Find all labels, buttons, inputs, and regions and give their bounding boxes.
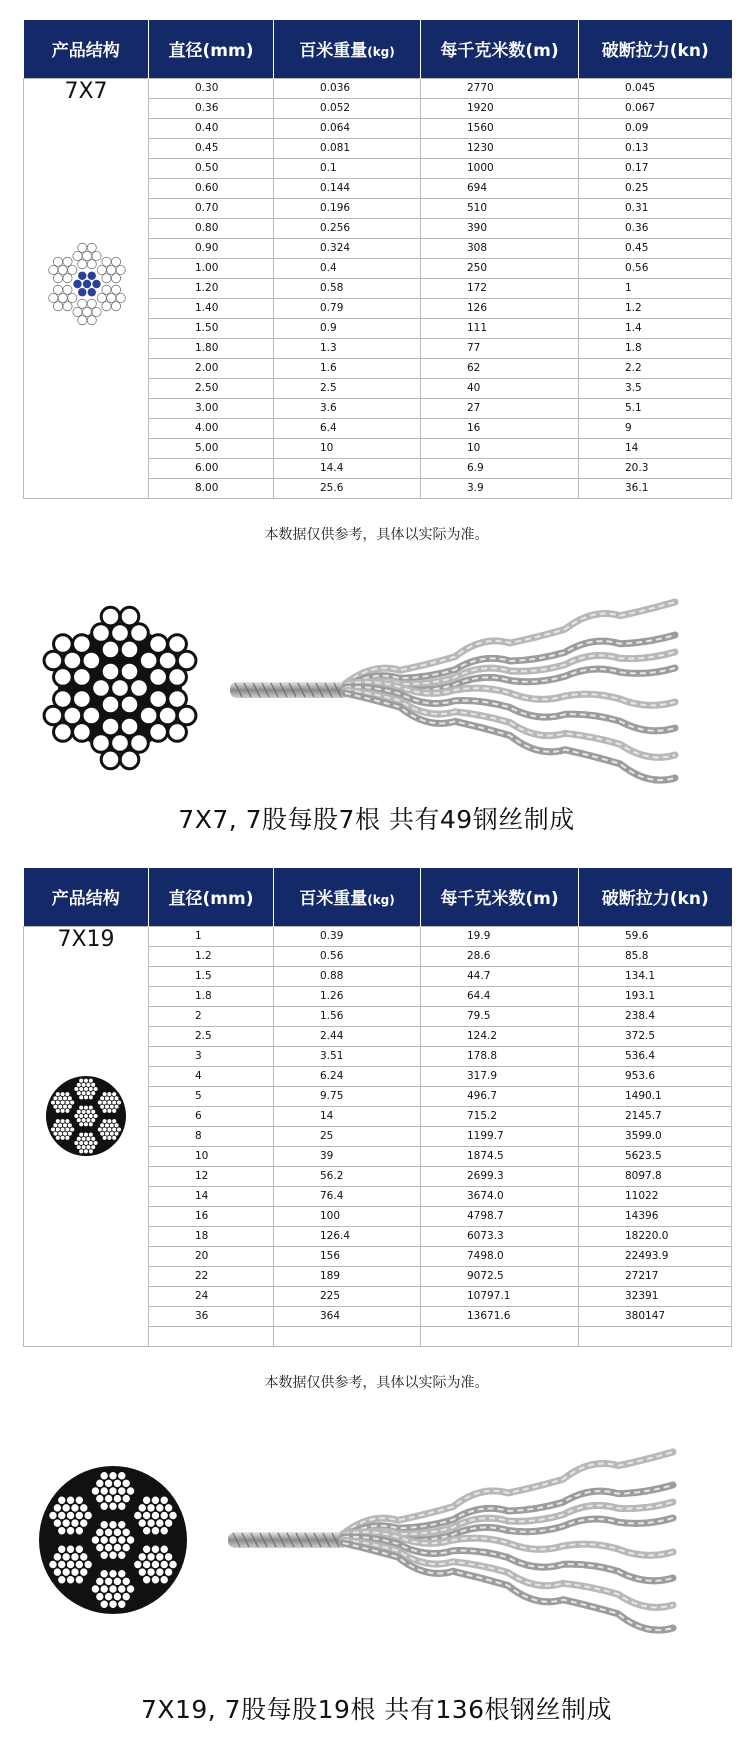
spec-table-7x19 xyxy=(23,868,732,1347)
cell-diameter: 0.36 xyxy=(149,98,274,118)
cell-weight: 225 xyxy=(274,1286,421,1306)
cell-weight: 0.58 xyxy=(274,278,421,298)
cell-weight: 0.1 xyxy=(274,158,421,178)
cell-length: 1874.5 xyxy=(421,1146,579,1166)
cell-length: 1560 xyxy=(421,118,579,138)
cell-breaking: 0.45 xyxy=(579,238,732,258)
header-weight-label: 百米重量 xyxy=(299,41,368,62)
header-weight-label: 百米重量 xyxy=(299,889,368,910)
cell-weight: 0.88 xyxy=(274,966,421,986)
cell-diameter: 0.80 xyxy=(149,218,274,238)
cell-diameter: 14 xyxy=(149,1186,274,1206)
cell-weight: 1.26 xyxy=(274,986,421,1006)
cell-diameter: 0.45 xyxy=(149,138,274,158)
cell-weight: 6.24 xyxy=(274,1066,421,1086)
header-structure: 产品结构 xyxy=(24,20,149,78)
cell-diameter: 6.00 xyxy=(149,458,274,478)
cell-breaking: 18220.0 xyxy=(579,1226,732,1246)
cell-breaking: 5.1 xyxy=(579,398,732,418)
cell-breaking: 1.8 xyxy=(579,338,732,358)
cell-length: 16 xyxy=(421,418,579,438)
cell-length: 4798.7 xyxy=(421,1206,579,1226)
cell-length: 124.2 xyxy=(421,1026,579,1046)
cell-diameter: 1 xyxy=(149,926,274,946)
cell-diameter xyxy=(149,1326,274,1346)
cell-length: 19.9 xyxy=(421,926,579,946)
cell-diameter: 0.90 xyxy=(149,238,274,258)
cell-breaking: 1490.1 xyxy=(579,1086,732,1106)
cell-breaking: 0.045 xyxy=(579,78,732,98)
structure-caption: 7X7, 7股每股7根 共有49钢丝制成 xyxy=(178,805,575,834)
cell-diameter: 12 xyxy=(149,1166,274,1186)
structure-cell xyxy=(24,926,149,1346)
cell-length: 3.9 xyxy=(421,478,579,498)
cell-breaking: 193.1 xyxy=(579,986,732,1006)
cell-breaking: 14396 xyxy=(579,1206,732,1226)
header-diameter: 直径(mm) xyxy=(149,20,274,78)
cell-diameter: 20 xyxy=(149,1246,274,1266)
disclaimer-note: 本数据仅供参考，具体以实际为准。 xyxy=(264,527,489,543)
table-header-row xyxy=(24,868,732,926)
header-length: 每千克米数(m) xyxy=(421,868,579,926)
cell-breaking: 22493.9 xyxy=(579,1246,732,1266)
cell-weight: 3.51 xyxy=(274,1046,421,1066)
cell-diameter: 4.00 xyxy=(149,418,274,438)
cell-diameter: 0.60 xyxy=(149,178,274,198)
cell-diameter: 36 xyxy=(149,1306,274,1326)
cell-length: 6.9 xyxy=(421,458,579,478)
cell-breaking: 59.6 xyxy=(579,926,732,946)
cell-diameter: 5 xyxy=(149,1086,274,1106)
cell-diameter: 0.70 xyxy=(149,198,274,218)
cell-length: 27 xyxy=(421,398,579,418)
unraveled-rope-image xyxy=(225,590,685,790)
structure-name: 7X7 xyxy=(64,78,108,104)
cell-weight: 0.036 xyxy=(274,78,421,98)
cell-breaking: 5623.5 xyxy=(579,1146,732,1166)
cell-diameter: 1.50 xyxy=(149,318,274,338)
cell-length: 1199.7 xyxy=(421,1126,579,1146)
cell-breaking: 85.8 xyxy=(579,946,732,966)
cell-breaking: 380147 xyxy=(579,1306,732,1326)
cell-breaking: 36.1 xyxy=(579,478,732,498)
cell-diameter: 4 xyxy=(149,1066,274,1086)
cell-length: 79.5 xyxy=(421,1006,579,1026)
cell-length: 111 xyxy=(421,318,579,338)
cell-diameter: 3 xyxy=(149,1046,274,1066)
cell-weight: 0.79 xyxy=(274,298,421,318)
cell-length: 3674.0 xyxy=(421,1186,579,1206)
cell-length: 28.6 xyxy=(421,946,579,966)
cell-breaking: 11022 xyxy=(579,1186,732,1206)
cell-breaking: 20.3 xyxy=(579,458,732,478)
header-breaking: 破断拉力(kn) xyxy=(579,20,732,78)
rope-cross-section-7x19-image xyxy=(28,1455,198,1625)
cell-length: 178.8 xyxy=(421,1046,579,1066)
cell-length: 126 xyxy=(421,298,579,318)
table-row xyxy=(24,926,732,946)
cell-length: 2770 xyxy=(421,78,579,98)
cell-length: 44.7 xyxy=(421,966,579,986)
cell-breaking: 536.4 xyxy=(579,1046,732,1066)
cell-length: 694 xyxy=(421,178,579,198)
cell-breaking: 372.5 xyxy=(579,1026,732,1046)
rope-7x19-icon xyxy=(39,1069,133,1163)
cell-diameter: 2.00 xyxy=(149,358,274,378)
cell-length: 2699.3 xyxy=(421,1166,579,1186)
cell-diameter: 0.50 xyxy=(149,158,274,178)
cell-breaking: 2.2 xyxy=(579,358,732,378)
cell-diameter: 8.00 xyxy=(149,478,274,498)
cell-weight: 6.4 xyxy=(274,418,421,438)
cell-weight: 1.3 xyxy=(274,338,421,358)
cell-diameter: 3.00 xyxy=(149,398,274,418)
header-weight-unit: (kg) xyxy=(367,893,395,908)
cell-breaking: 1.2 xyxy=(579,298,732,318)
cell-diameter: 24 xyxy=(149,1286,274,1306)
cell-length: 9072.5 xyxy=(421,1266,579,1286)
cell-length: 1000 xyxy=(421,158,579,178)
header-weight-unit: (kg) xyxy=(367,45,395,60)
cell-breaking: 238.4 xyxy=(579,1006,732,1026)
cell-weight: 0.256 xyxy=(274,218,421,238)
cell-breaking: 0.09 xyxy=(579,118,732,138)
cell-diameter: 1.5 xyxy=(149,966,274,986)
structure-name: 7X19 xyxy=(57,926,115,952)
cell-weight: 2.5 xyxy=(274,378,421,398)
structure-caption: 7X19, 7股每股19根 共有136根钢丝制成 xyxy=(140,1695,613,1724)
cell-breaking: 0.13 xyxy=(579,138,732,158)
cell-breaking: 27217 xyxy=(579,1266,732,1286)
cell-breaking: 0.067 xyxy=(579,98,732,118)
rope-cross-section-7x7-image xyxy=(30,598,210,778)
cell-weight: 0.9 xyxy=(274,318,421,338)
cell-diameter: 1.8 xyxy=(149,986,274,1006)
cell-weight: 0.052 xyxy=(274,98,421,118)
cell-diameter: 5.00 xyxy=(149,438,274,458)
cell-weight: 1.6 xyxy=(274,358,421,378)
cell-diameter: 6 xyxy=(149,1106,274,1126)
cell-length: 510 xyxy=(421,198,579,218)
cell-length: 496.7 xyxy=(421,1086,579,1106)
cell-breaking: 1.4 xyxy=(579,318,732,338)
cell-weight: 0.144 xyxy=(274,178,421,198)
cell-length: 7498.0 xyxy=(421,1246,579,1266)
unraveled-rope-image xyxy=(223,1440,683,1640)
cell-weight: 126.4 xyxy=(274,1226,421,1246)
cell-weight: 0.56 xyxy=(274,946,421,966)
cell-diameter: 1.20 xyxy=(149,278,274,298)
cell-length: 715.2 xyxy=(421,1106,579,1126)
header-weight xyxy=(274,20,421,78)
cell-weight: 76.4 xyxy=(274,1186,421,1206)
rope-7x7-icon xyxy=(42,239,132,329)
cell-weight: 9.75 xyxy=(274,1086,421,1106)
cell-weight: 39 xyxy=(274,1146,421,1166)
header-weight xyxy=(274,868,421,926)
cell-length: 64.4 xyxy=(421,986,579,1006)
cell-weight: 56.2 xyxy=(274,1166,421,1186)
cell-diameter: 0.30 xyxy=(149,78,274,98)
cell-weight: 0.196 xyxy=(274,198,421,218)
cell-diameter: 18 xyxy=(149,1226,274,1246)
header-breaking: 破断拉力(kn) xyxy=(579,868,732,926)
cell-breaking: 32391 xyxy=(579,1286,732,1306)
cell-weight: 14.4 xyxy=(274,458,421,478)
cell-breaking: 0.25 xyxy=(579,178,732,198)
cell-diameter: 1.40 xyxy=(149,298,274,318)
cell-length: 1230 xyxy=(421,138,579,158)
cell-diameter: 2.5 xyxy=(149,1026,274,1046)
cell-length: 10797.1 xyxy=(421,1286,579,1306)
spec-table-7x7 xyxy=(23,20,732,499)
cell-breaking: 9 xyxy=(579,418,732,438)
cell-breaking: 134.1 xyxy=(579,966,732,986)
cell-breaking: 1 xyxy=(579,278,732,298)
cell-breaking: 2145.7 xyxy=(579,1106,732,1126)
header-length: 每千克米数(m) xyxy=(421,20,579,78)
cell-length: 317.9 xyxy=(421,1066,579,1086)
cell-length: 250 xyxy=(421,258,579,278)
cell-weight: 3.6 xyxy=(274,398,421,418)
cell-breaking: 0.36 xyxy=(579,218,732,238)
cell-length: 40 xyxy=(421,378,579,398)
cell-weight: 100 xyxy=(274,1206,421,1226)
cell-length: 390 xyxy=(421,218,579,238)
cell-diameter: 1.80 xyxy=(149,338,274,358)
cell-weight: 189 xyxy=(274,1266,421,1286)
cell-diameter: 2 xyxy=(149,1006,274,1026)
cell-weight: 25.6 xyxy=(274,478,421,498)
cell-length xyxy=(421,1326,579,1346)
structure-cell xyxy=(24,78,149,498)
cell-weight: 0.064 xyxy=(274,118,421,138)
cell-weight: 156 xyxy=(274,1246,421,1266)
cell-weight: 0.081 xyxy=(274,138,421,158)
cell-breaking xyxy=(579,1326,732,1346)
cell-length: 62 xyxy=(421,358,579,378)
cell-diameter: 1.2 xyxy=(149,946,274,966)
cell-breaking: 0.17 xyxy=(579,158,732,178)
cell-length: 77 xyxy=(421,338,579,358)
cell-diameter: 0.40 xyxy=(149,118,274,138)
cell-diameter: 1.00 xyxy=(149,258,274,278)
cell-weight: 0.324 xyxy=(274,238,421,258)
cell-length: 13671.6 xyxy=(421,1306,579,1326)
cell-weight: 25 xyxy=(274,1126,421,1146)
cell-breaking: 8097.8 xyxy=(579,1166,732,1186)
cell-length: 172 xyxy=(421,278,579,298)
cell-weight: 364 xyxy=(274,1306,421,1326)
cell-weight: 0.4 xyxy=(274,258,421,278)
header-structure: 产品结构 xyxy=(24,868,149,926)
table-row xyxy=(24,78,732,98)
cell-diameter: 8 xyxy=(149,1126,274,1146)
table-header-row xyxy=(24,20,732,78)
cell-diameter: 2.50 xyxy=(149,378,274,398)
cell-breaking: 0.31 xyxy=(579,198,732,218)
cell-weight: 2.44 xyxy=(274,1026,421,1046)
cell-breaking: 3599.0 xyxy=(579,1126,732,1146)
cell-breaking: 0.56 xyxy=(579,258,732,278)
disclaimer-note: 本数据仅供参考，具体以实际为准。 xyxy=(264,1375,489,1391)
cell-diameter: 22 xyxy=(149,1266,274,1286)
cell-weight: 10 xyxy=(274,438,421,458)
cell-weight: 14 xyxy=(274,1106,421,1126)
cell-diameter: 10 xyxy=(149,1146,274,1166)
cell-length: 308 xyxy=(421,238,579,258)
cell-diameter: 16 xyxy=(149,1206,274,1226)
header-diameter: 直径(mm) xyxy=(149,868,274,926)
cell-length: 6073.3 xyxy=(421,1226,579,1246)
cell-weight: 0.39 xyxy=(274,926,421,946)
cell-length: 1920 xyxy=(421,98,579,118)
cell-weight xyxy=(274,1326,421,1346)
cell-breaking: 3.5 xyxy=(579,378,732,398)
cell-weight: 1.56 xyxy=(274,1006,421,1026)
cell-breaking: 953.6 xyxy=(579,1066,732,1086)
cell-length: 10 xyxy=(421,438,579,458)
cell-breaking: 14 xyxy=(579,438,732,458)
